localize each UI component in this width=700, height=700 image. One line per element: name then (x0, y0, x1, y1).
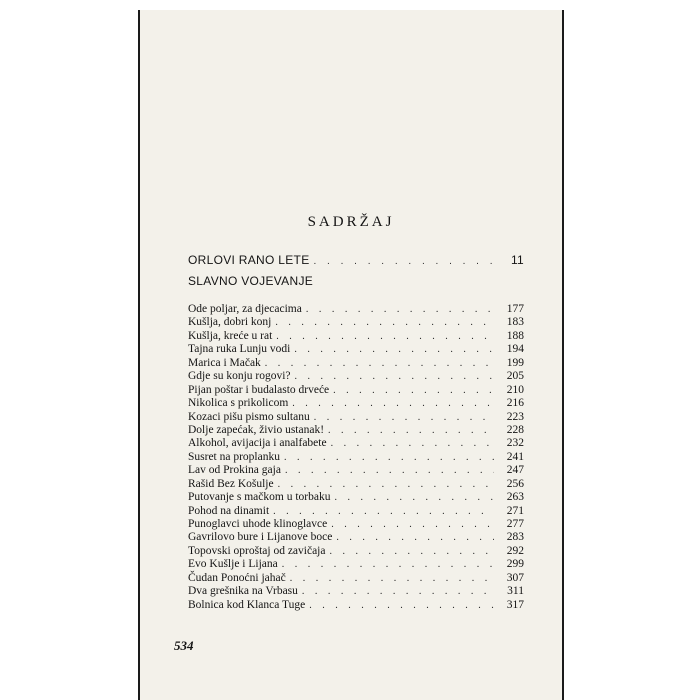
toc-entry (188, 397, 524, 410)
dot-leader (290, 572, 494, 585)
dot-leader (294, 343, 494, 356)
toc-entry-title: Nikolica s prikolicom (188, 397, 289, 410)
toc-entry-page: 292 (506, 544, 524, 557)
toc-entry-title: Kušlja, kreće u rat (188, 329, 273, 342)
toc-chapter-list (188, 303, 524, 612)
dot-leader (329, 545, 494, 558)
toc-entry-page: 210 (506, 383, 524, 396)
toc-entry-page: 216 (506, 397, 524, 410)
toc-entry-page: 205 (506, 370, 524, 383)
dot-leader (314, 411, 494, 424)
toc-entry-page: 311 (507, 585, 524, 598)
toc-entry-page: 247 (506, 464, 524, 477)
dot-leader (309, 599, 494, 612)
toc-entry-title: Evo Kušlje i Lijana (188, 558, 278, 571)
toc-entry-title: Ode poljar, za djecacima (188, 303, 302, 315)
toc-entry-page: 177 (506, 303, 524, 315)
toc-entry-page: 317 (506, 598, 524, 611)
toc-entry (188, 411, 524, 424)
toc-entry-page: 256 (506, 477, 524, 490)
dot-leader (285, 464, 494, 477)
toc-entry-title: Susret na proplanku (188, 450, 280, 463)
toc-entry (188, 545, 524, 558)
dot-leader (336, 531, 494, 544)
toc-entry-page: 299 (506, 558, 524, 571)
toc-entry-page: 194 (506, 343, 524, 356)
dot-leader (275, 316, 494, 329)
toc-entry-title: Lav od Prokina gaja (188, 464, 281, 477)
toc-entry-page: 277 (506, 518, 524, 530)
toc-part-one-title: ORLOVI RANO LETE (188, 253, 310, 267)
toc-entry (188, 384, 524, 397)
toc-entry-title: Topovski oproštaj od zavičaja (188, 544, 326, 557)
toc-entry-title: Kušlja, dobri konj (188, 316, 272, 329)
toc-entry (188, 572, 524, 585)
toc-entry (188, 518, 524, 531)
toc-entry-title: Čudan Ponoćni jahač (188, 571, 286, 584)
dot-leader (328, 424, 494, 437)
toc-entry (188, 357, 524, 370)
toc-entry-title: Putovanje s mačkom u torbaku (188, 491, 331, 504)
dot-leader (295, 370, 494, 383)
toc-entry-title: Pijan poštar i budalasto drveće (188, 383, 330, 396)
dot-leader (333, 384, 494, 397)
dot-leader (292, 397, 494, 410)
toc-entry (188, 330, 524, 343)
book-page (138, 10, 564, 700)
toc-entry-title: Rašid Bez Košulje (188, 477, 274, 490)
toc-entry (188, 370, 524, 383)
toc-entry-page: 241 (506, 450, 524, 463)
toc-entry-page: 307 (506, 571, 524, 584)
toc-entry (188, 303, 524, 316)
toc-entry-title: Alkohol, avijacija i analfabete (188, 437, 327, 450)
toc-entry (188, 464, 524, 477)
toc-entry-page: 228 (506, 423, 524, 436)
toc-entry-title: Bolnica kod Klanca Tuge (188, 598, 306, 611)
toc-entry-page: 283 (506, 531, 524, 544)
toc-entry (188, 599, 524, 612)
toc-part-one-row (188, 253, 524, 267)
page-heading: SADRŽAJ (307, 214, 395, 230)
dot-leader (273, 505, 494, 518)
toc-entry-title: Marica i Mačak (188, 356, 261, 369)
toc-part-one-page: 11 (510, 253, 524, 267)
dot-leader (276, 330, 494, 343)
dot-leader (265, 357, 494, 370)
dot-leader (282, 558, 494, 571)
toc-entry (188, 491, 524, 504)
toc-entry (188, 505, 524, 518)
dot-leader (306, 303, 494, 316)
toc-entry-page: 271 (506, 504, 524, 517)
toc-entry-page: 183 (506, 316, 524, 329)
toc-entry (188, 558, 524, 571)
toc-entry (188, 343, 524, 356)
toc-entry-title: Gdje su konju rogovi? (188, 370, 291, 383)
toc-entry (188, 424, 524, 437)
dot-leader (334, 491, 494, 504)
toc-entry-title: Gavrilovo bure i Lijanove boce (188, 531, 333, 544)
toc-entry-page: 223 (506, 410, 524, 423)
toc-entry-page: 188 (506, 329, 524, 342)
dot-leader (284, 451, 494, 464)
toc-entry (188, 531, 524, 544)
toc-entry-page: 232 (506, 437, 524, 450)
toc-entry-title: Dolje zapećak, živio ustanak! (188, 423, 325, 436)
toc-part-two-title: SLAVNO VOJEVANJE (188, 274, 314, 288)
dot-leader (302, 585, 494, 598)
dot-leader (331, 437, 494, 450)
toc-entry (188, 585, 524, 598)
dot-leader (331, 518, 494, 531)
page-number: 534 (174, 638, 194, 653)
dot-leader (278, 478, 494, 491)
dot-leader (314, 256, 495, 267)
toc-entry-title: Tajna ruka Lunju vodi (188, 343, 291, 356)
toc-entry (188, 437, 524, 450)
toc-entry-title: Kozaci pišu pismo sultanu (188, 410, 310, 423)
toc-entry-title: Punoglavci uhode klinoglavce (188, 518, 328, 530)
toc-entry-title: Pohod na dinamit (188, 504, 270, 517)
toc-entry (188, 478, 524, 491)
toc-entry-page: 199 (506, 356, 524, 369)
toc-entry (188, 316, 524, 329)
toc-entry-page: 263 (506, 491, 524, 504)
toc-entry-title: Dva grešnika na Vrbasu (188, 585, 298, 598)
toc-entry (188, 451, 524, 464)
